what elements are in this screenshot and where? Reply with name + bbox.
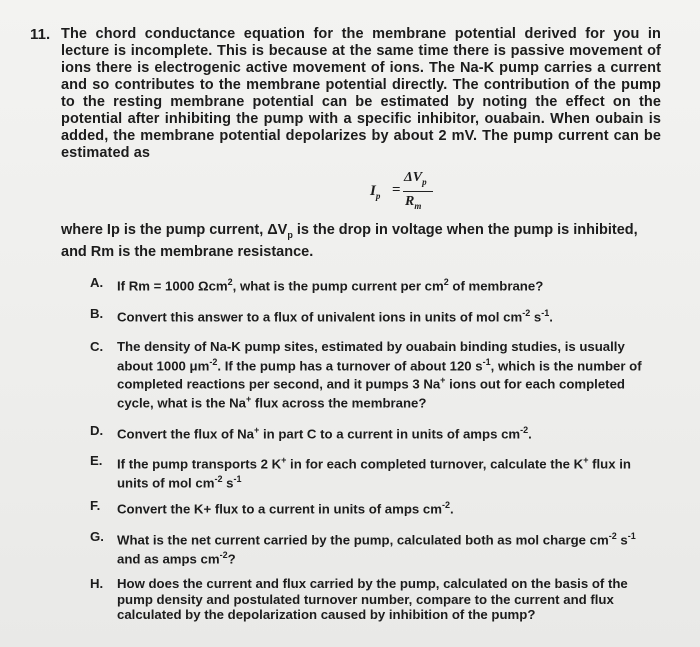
part-e-text: If the pump transports 2 K+ in for each completed turnover, calculate the K+ flux in units of mol $cm^{-2}$ $s^{-1}$ (117, 455, 631, 491)
part-h-label: H. (90, 576, 104, 591)
part-a-text: If Rm = 1000 Ωcm$^2$, what is the pump current per $cm^2$ of membrane? (117, 277, 544, 294)
part-c-text: The density of Na-K pump sites, estimated by ouabain binding studies, is usually about 1000 $\mu m^{-2}$. If the pump has a turnover of about 120 $s^{-1}$, which is the number of completed reactions per second, and it pumps 3 Na+ ions out for each completed cycle, what is the Na+ flux across the membrane? (117, 339, 642, 411)
part-g-label: G. (90, 529, 104, 544)
part-d-label: D. (90, 423, 104, 438)
part-b-text: Convert this answer to a flux of univalent ions in units of mol $cm^{-2}$ $s^{-1}$. (117, 308, 553, 325)
formula-denominator: $R_m$ (405, 194, 422, 211)
formula-numerator: $\Delta V_p$ (404, 170, 427, 187)
formula-lhs: $I_p$ (370, 183, 381, 201)
part-c-label: C. (90, 339, 104, 354)
question-number: 11. (30, 26, 51, 43)
question-intro: The chord conductance equation for the membrane potential derived for you in lecture is incomplete. This is because at the same time there is passive movement of ions there is electrogenic active movement of ions. The Na-K pump carries a current and so contributes to the membrane potential directly. The contribution of the pump to the resting membrane potential can be estimated by noting the effect on the potential after inhibiting the pump with a specific inhibitor, ouabain. When oubain is added, the membrane potential depolarizes by about 2 mV. The pump current can be estimated as (61, 26, 661, 161)
part-h-text: How does the current and flux carried by the pump, calculated on the basis of the pump density and postulated turnover number, compare to the current and flux calculated by the depolarization caused by inhibition of the pump? (117, 576, 628, 622)
formula-fraction-bar (403, 191, 433, 192)
part-g-text: What is the net current carried by the pump, calculated both as mol charge $cm^{-2}$ $s^{-1}$ and as amps $cm^{-2}$? (117, 531, 636, 567)
part-b-label: B. (90, 306, 104, 321)
part-e-label: E. (90, 453, 103, 468)
part-f-label: F. (90, 498, 101, 513)
where-definition: where Ip is the pump current, $\Delta V_p$ is the drop in voltage when the pump is inhibited, and Rm is the membrane resistance. (61, 222, 638, 260)
formula-equals: = (392, 182, 401, 198)
part-a-label: A. (90, 275, 104, 290)
part-f-text: Convert the K+ flux to a current in units of amps $cm^{-2}$. (117, 500, 454, 517)
part-d-text: Convert the flux of Na+ in part C to a current in units of amps $cm^{-2}$. (117, 425, 532, 442)
pump-current-formula (368, 170, 438, 218)
